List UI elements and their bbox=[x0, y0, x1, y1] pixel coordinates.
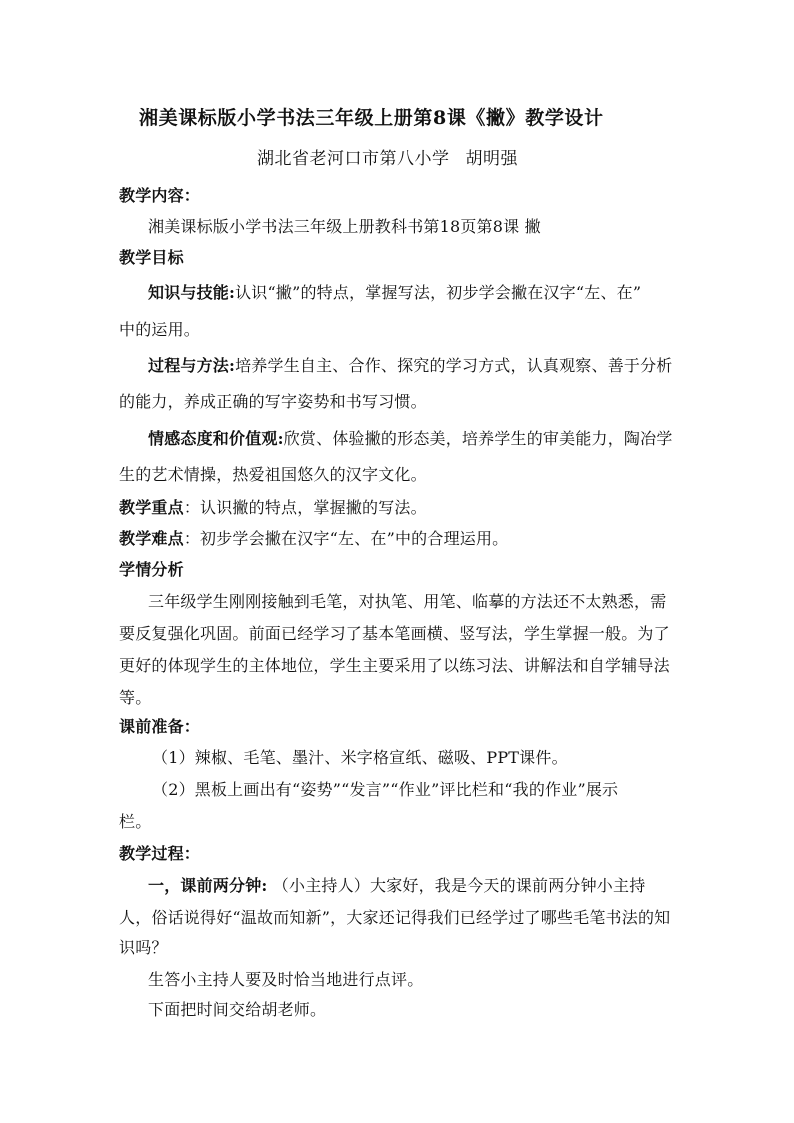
teaching-content-text: 湘美课标版小学书法三年级上册教科书第18页第8课 撇 bbox=[148, 217, 541, 236]
process-goal-label: 过程与方法: bbox=[148, 356, 236, 375]
document-title: 湘美课标版小学书法三年级上册第8课《撇》教学设计 bbox=[139, 107, 604, 129]
knowledge-goal-text: 认识“撇”的特点，掌握写法，初步学会撇在汉字“左、在” bbox=[235, 283, 642, 302]
knowledge-goal-line bbox=[148, 283, 641, 303]
key-point-line bbox=[119, 498, 427, 518]
process-step1-line2: 人，俗话说得好“温故而知新”，大家还记得我们已经学过了哪些毛笔书法的知 bbox=[119, 908, 671, 927]
process-line5: 下面把时间交给胡老师。 bbox=[148, 1000, 327, 1019]
author-name: 胡明强 bbox=[465, 149, 518, 169]
teaching-goals-heading: 教学目标 bbox=[119, 248, 184, 267]
analysis-line-3: 更好的体现学生的主体地位，学生主要采用了以练习法、讲解法和自学辅导法 bbox=[119, 656, 670, 675]
process-line4: 生答小主持人要及时恰当地进行点评。 bbox=[148, 970, 424, 989]
process-goal-line2: 的能力，养成正确的写字姿势和书写习惯。 bbox=[119, 392, 427, 411]
key-point-text: ：认识撇的特点，掌握撇的写法。 bbox=[183, 498, 427, 517]
author-school: 湖北省老河口市第八小学 bbox=[257, 149, 450, 169]
knowledge-goal-label: 知识与技能: bbox=[148, 283, 236, 302]
teaching-content-heading: 教学内容： bbox=[119, 186, 201, 205]
analysis-heading: 学情分析 bbox=[119, 560, 184, 579]
key-point-label: 教学重点 bbox=[119, 498, 184, 517]
preparation-item-1: （1）辣椒、毛笔、墨汁、米字格宣纸、磁吸、PPT课件。 bbox=[152, 748, 568, 767]
analysis-line-4: 等。 bbox=[119, 688, 152, 707]
knowledge-goal-line2: 中的运用。 bbox=[119, 320, 201, 339]
preparation-item-2-cont: 栏。 bbox=[119, 812, 152, 831]
process-step1-line bbox=[148, 876, 645, 896]
process-goal-text: 培养学生自主、合作、探究的学习方式，认真观察、善于分析 bbox=[235, 356, 673, 375]
emotion-goal-line bbox=[148, 429, 673, 449]
analysis-line-2: 要反复强化巩固。前面已经学习了基本笔画横、竖写法，学生掌握一般。为了 bbox=[119, 624, 670, 643]
difficulty-text: ：初步学会撇在汉字“左、在”中的合理运用。 bbox=[183, 529, 509, 548]
analysis-line-1: 三年级学生刚刚接触到毛笔，对执笔、用笔、临摹的方法还不太熟悉，需 bbox=[148, 592, 667, 611]
emotion-goal-label: 情感态度和价值观: bbox=[148, 429, 284, 448]
emotion-goal-text: 欣赏、体验撇的形态美，培养学生的审美能力，陶冶学 bbox=[283, 429, 673, 448]
difficulty-line bbox=[119, 529, 508, 549]
process-goal-line bbox=[148, 356, 673, 376]
process-heading: 教学过程： bbox=[119, 844, 201, 863]
preparation-item-2: （2）黑板上画出有“姿势”“发言”“作业”评比栏和“我的作业”展示 bbox=[152, 780, 619, 799]
emotion-goal-line2: 生的艺术情操，热爱祖国悠久的汉字文化。 bbox=[119, 465, 427, 484]
difficulty-label: 教学难点 bbox=[119, 529, 184, 548]
preparation-heading: 课前准备： bbox=[119, 717, 201, 736]
process-step1-line3: 识吗？ bbox=[119, 938, 168, 957]
process-step1-text: （小主持人）大家好，我是今天的课前两分钟小主持 bbox=[267, 876, 646, 895]
process-step1-label: 一，课前两分钟: bbox=[148, 876, 268, 895]
author-line bbox=[257, 149, 518, 169]
